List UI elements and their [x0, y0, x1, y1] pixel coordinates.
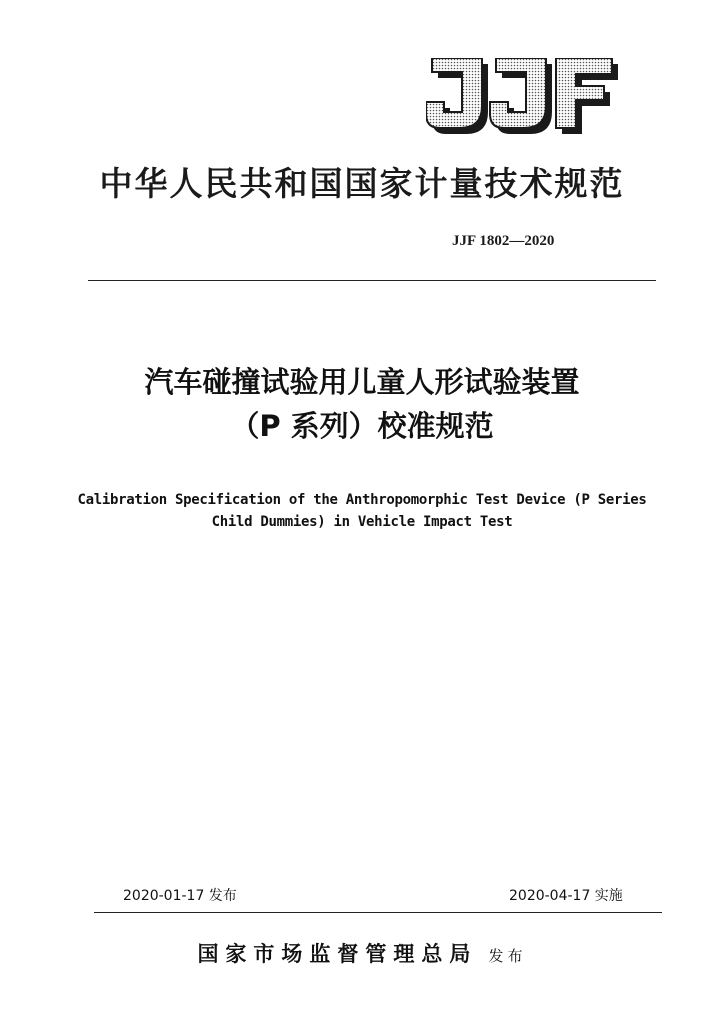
footer-divider	[94, 912, 662, 913]
english-title-line-2: Child Dummies) in Vehicle Impact Test	[211, 514, 513, 530]
english-title-line-1: Calibration Specification of the Anthropomorphic Test Device (P Series	[77, 492, 647, 508]
header-divider	[88, 280, 656, 281]
jjf-logo	[426, 58, 618, 140]
standard-number: JJF 1802—2020	[452, 233, 555, 249]
publisher	[0, 938, 724, 968]
chinese-title	[0, 360, 724, 448]
publisher-name: 国家市场监督管理总局	[197, 941, 478, 966]
publisher-suffix: 发布	[488, 947, 527, 965]
issue-date: 2020-01-17 发布	[123, 888, 237, 904]
issuing-org-title: 中华人民共和国国家计量技术规范	[99, 164, 625, 203]
chinese-title-line-2: （P 系列）校准规范	[230, 409, 494, 443]
chinese-title-line-1: 汽车碰撞试验用儿童人形试验装置	[144, 365, 580, 399]
english-title	[0, 489, 724, 533]
implementation-date: 2020-04-17 实施	[509, 888, 623, 904]
